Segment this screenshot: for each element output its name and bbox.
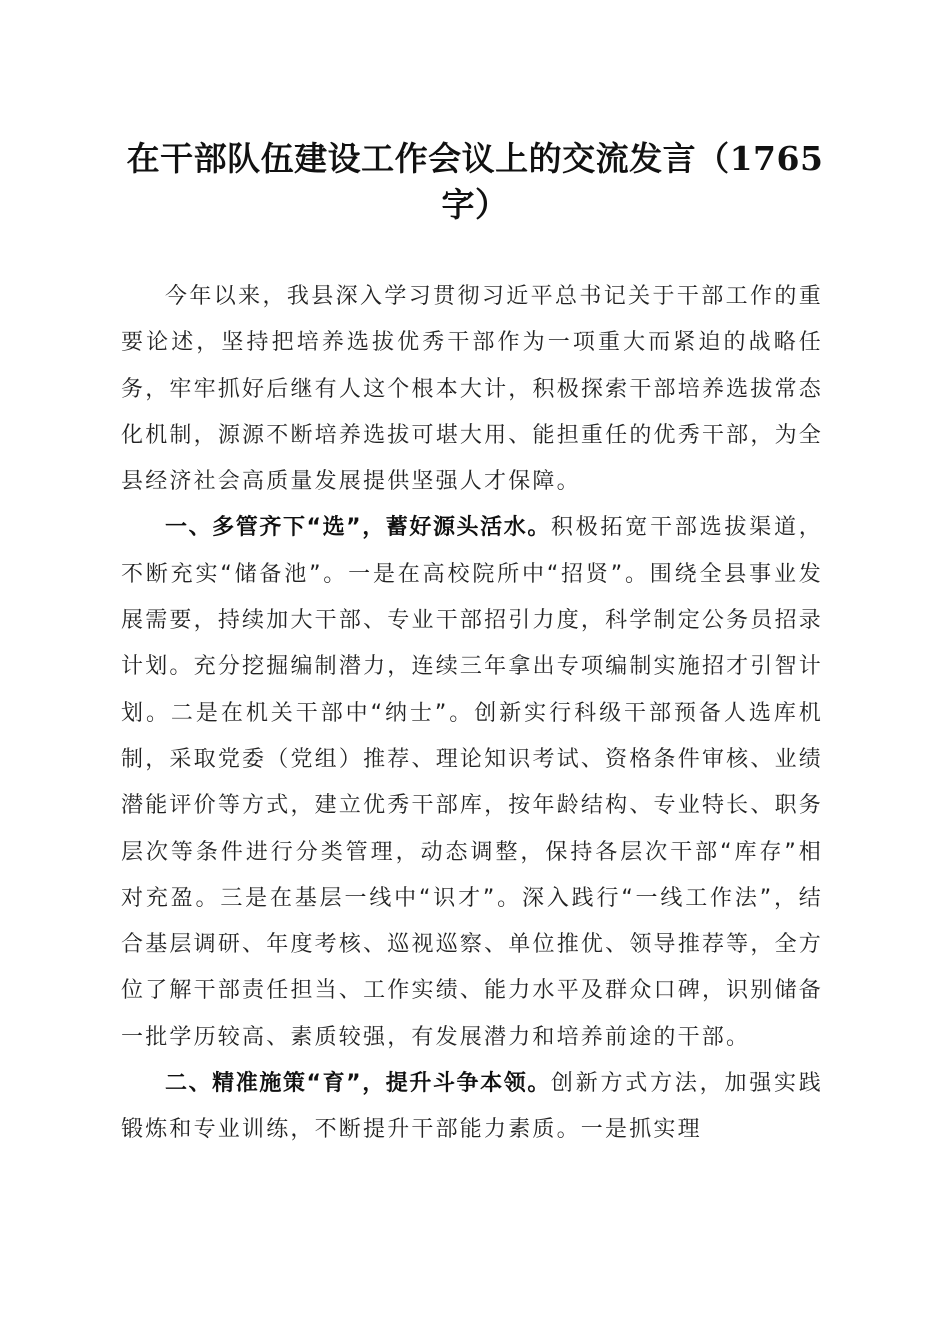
document-title: 在干部队伍建设工作会议上的交流发言（1765字）	[126, 139, 824, 224]
paragraph-text: 创新方式方法，加强实践锻炼和专业训练，不断提升干部能力素质。一是抓实理	[121, 1071, 824, 1143]
paragraph-section-2	[121, 1061, 823, 1154]
section-heading: 一、多管齐下“选”，蓄好源头活水。	[165, 515, 551, 541]
paragraph-intro	[121, 274, 823, 505]
paragraph-text: 积极拓宽干部选拔渠道，不断充实“储备池”。一是在高校院所中“招贤”。围绕全县事业发展需要，持续加大干部、专业干部招引力度，科学制定公务员招录计划。充分挖掘编制潜力，连续三年拿出专项编制实施招才引智计划。二是在机关干部中“纳士”。创新实行科级干部预备人选库机制，采取党委（党组）推荐、理论知识考试、资格条件审核、业绩潜能评价等方式，建立优秀干部库，按年龄结构、专业特长、职务层次等条件进行分类管理，动态调整，保持各层次干部“库存”相对充盈。三是在基层一线中“识才”。深入践行“一线工作法”，结合基层调研、年度考核、巡视巡察、单位推优、领导推荐等，全方位了解干部责任担当、工作实绩、能力水平及群众口碑，识别储备一批学历较高、素质较强，有发展潜力和培养前途的干部。	[121, 515, 824, 1050]
paragraph-text: 今年以来，我县深入学习贯彻习近平总书记关于干部工作的重要论述，坚持把培养选拔优秀干部作为一项重大而紧迫的战略任务，牢牢抓好后继有人这个根本大计，积极探索干部培养选拔常态化机制，源源不断培养选拔可堪大用、能担重任的优秀干部，为全县经济社会高质量发展提供坚强人才保障。	[121, 284, 823, 495]
section-heading: 二、精准施策“育”，提升斗争本领。	[165, 1071, 551, 1097]
document-body	[121, 274, 823, 1154]
paragraph-section-1	[121, 505, 823, 1061]
